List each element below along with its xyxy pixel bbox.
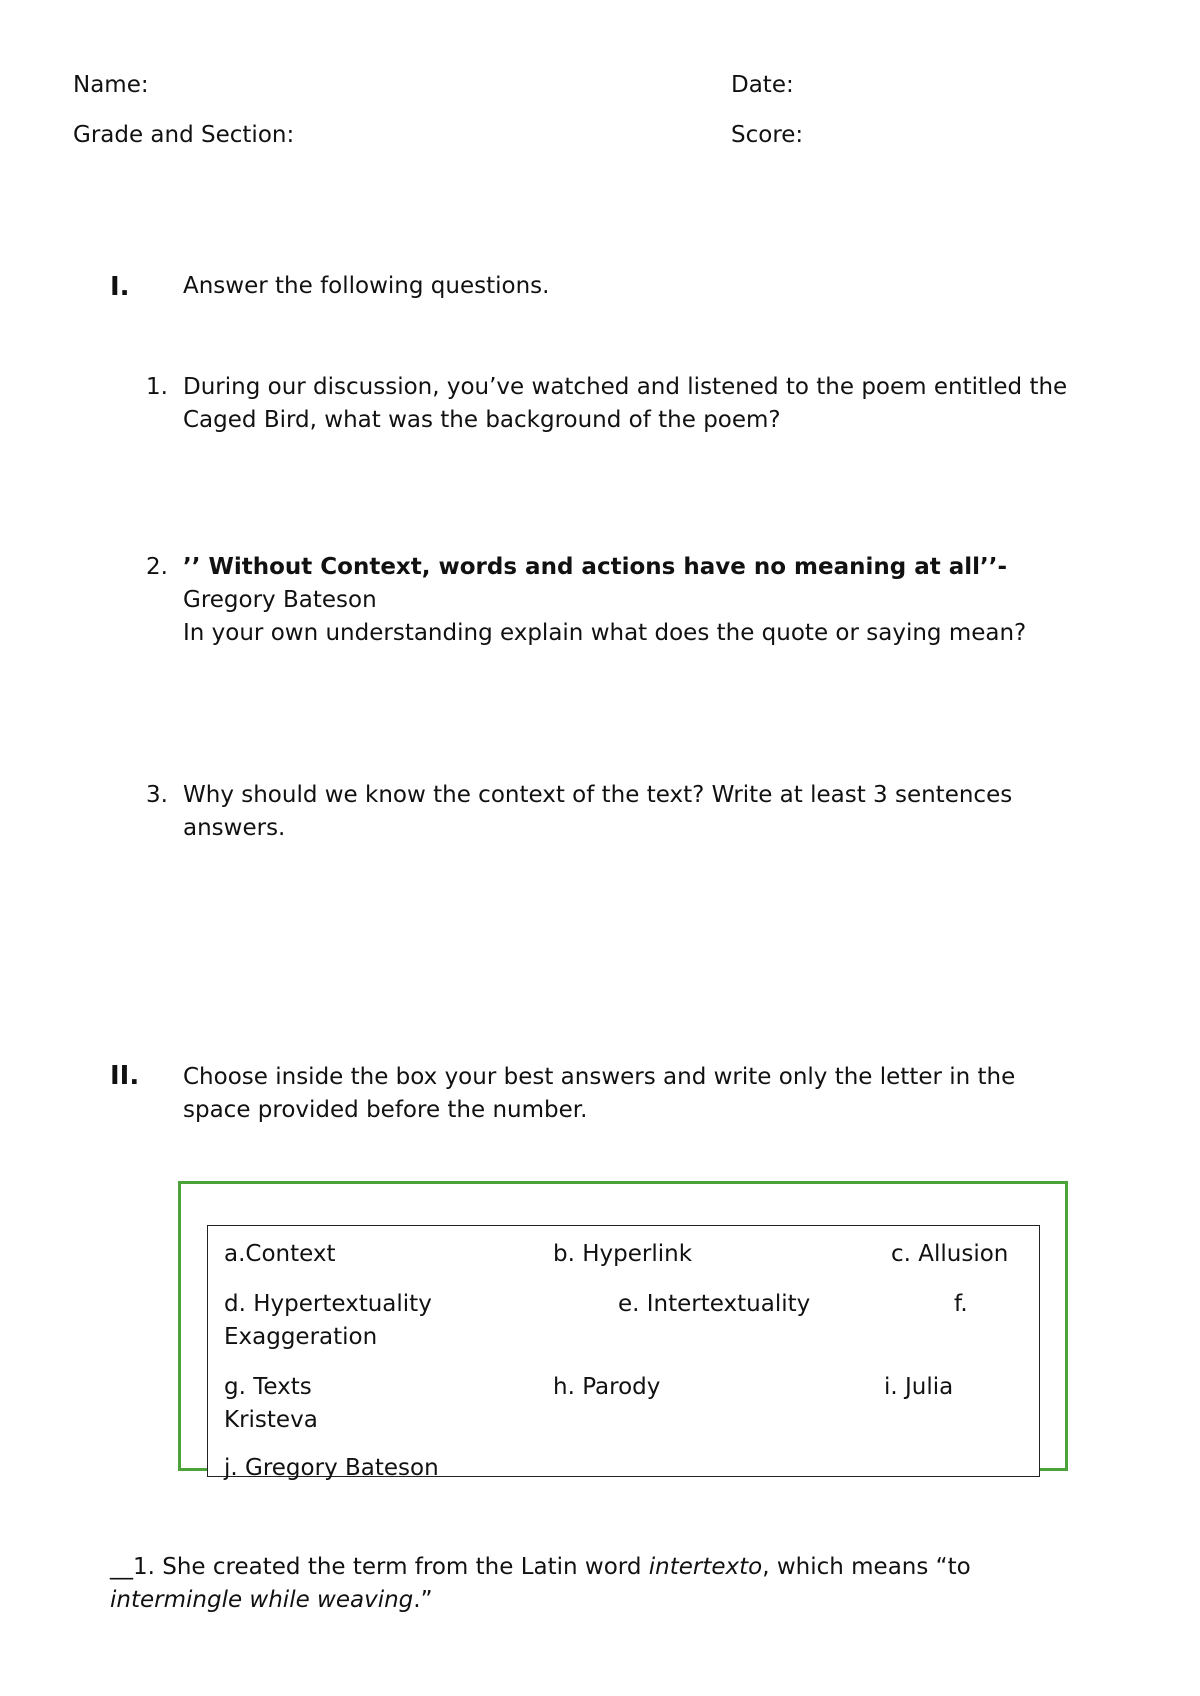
choice-i-letter: i. Julia (884, 1374, 954, 1400)
instruction-line: space provided before the number. (183, 1097, 588, 1123)
item-text: .” (413, 1587, 433, 1613)
choices-box (207, 1225, 1040, 1481)
choice-i-word: Kristeva (224, 1407, 318, 1433)
item-text: , which means “to (762, 1554, 971, 1580)
choice-g: g. Texts (224, 1374, 312, 1400)
choice-f-letter: f. (954, 1291, 968, 1317)
quote-author: Gregory Bateson (183, 587, 377, 613)
latin-word: intertexto (648, 1554, 763, 1580)
choice-b: b. Hyperlink (553, 1241, 693, 1267)
choice-e: e. Intertextuality (618, 1291, 811, 1317)
question-line: During our discussion, you’ve watched and listened to the poem entitled the (183, 374, 1068, 400)
part-two-instruction (183, 1061, 1015, 1127)
choice-a: a.Context (224, 1241, 336, 1267)
choice-f-word: Exaggeration (224, 1324, 378, 1350)
instruction-line: Choose inside the box your best answers and write only the letter in the (183, 1064, 1016, 1090)
part-one-numeral: I. (110, 272, 130, 302)
date-label: Date: (731, 72, 794, 98)
question-prompt: In your own understanding explain what does the quote or saying mean? (183, 620, 1027, 646)
choice-h: h. Parody (553, 1374, 661, 1400)
question-line: answers. (183, 815, 286, 841)
quote-text: ’’ Without Context, words and actions have no meaning at all’’- (183, 554, 1008, 580)
score-label: Score: (731, 122, 804, 148)
question-text (183, 551, 1026, 650)
part-one-instruction: Answer the following questions. (183, 273, 550, 299)
item-line (110, 1551, 971, 1584)
question-number: 3. (146, 782, 168, 808)
part-two-numeral: II. (110, 1061, 140, 1091)
question-number: 1. (146, 374, 168, 400)
question-line: Caged Bird, what was the background of the poem? (183, 407, 781, 433)
part-two-item-1 (110, 1551, 971, 1617)
item-line (110, 1584, 971, 1617)
choice-c: c. Allusion (891, 1241, 1009, 1267)
question-text (183, 371, 1067, 437)
question-text (183, 779, 1012, 845)
grade-section-label: Grade and Section: (73, 122, 295, 148)
meaning-text: intermingle while weaving (110, 1587, 414, 1613)
choice-d: d. Hypertextuality (224, 1291, 432, 1317)
item-text: __1. She created the term from the Latin word (110, 1554, 649, 1580)
choice-j: j. Gregory Bateson (224, 1455, 439, 1481)
question-number: 2. (146, 554, 168, 580)
name-label: Name: (73, 72, 149, 98)
question-line: Why should we know the context of the text? Write at least 3 sentences (183, 782, 1013, 808)
